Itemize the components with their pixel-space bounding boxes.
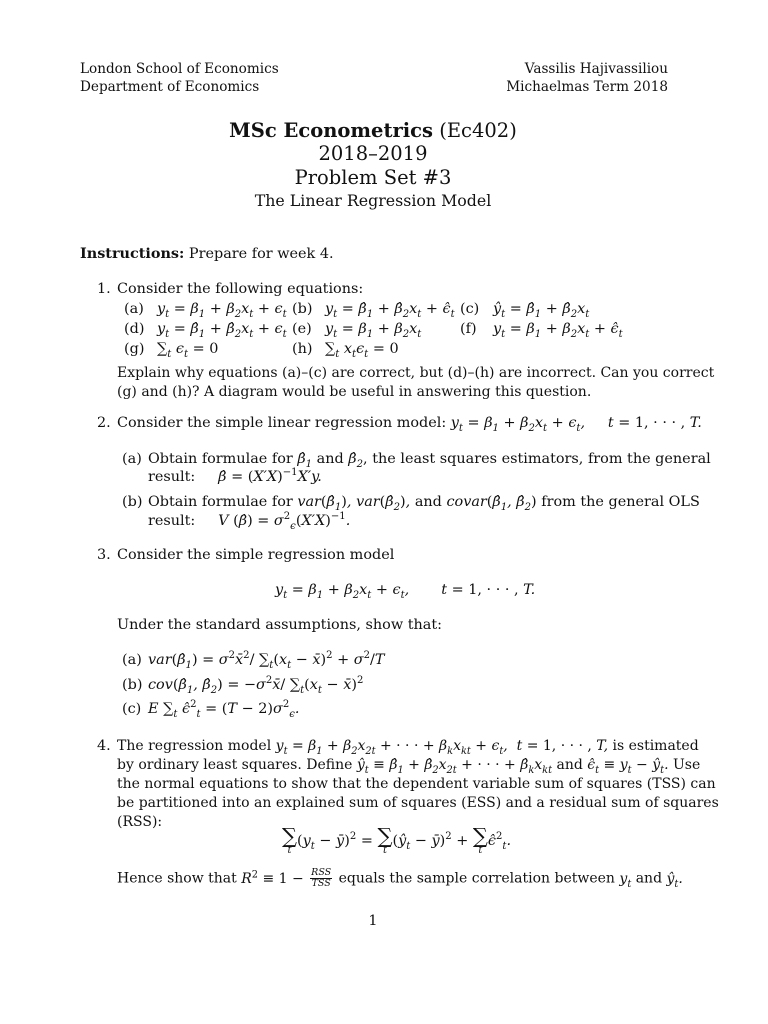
q4-decomposition: ∑ t ($y_t$ − ȳ)$^2$ = ∑ t ($ŷ_t$ − ȳ)$^2$ + ∑ t ϵ̂$^2_t$.: [282, 824, 512, 856]
q3-a-formula: $var(\betâ_1)$ = $\sigma^2x̄^2/$ $\sum_t(x_t$ − x̄)$^2$ + $\sigma^2/T$: [148, 650, 385, 671]
equation-b: $y_t$ = $\betâ_1$ + $\betâ_2x_t$ + $\epsilon̂_t$: [325, 301, 455, 320]
eq-label-a: (a): [124, 301, 144, 317]
eq-label-e: (e): [292, 321, 312, 337]
q4-line1-b: is estimated: [612, 738, 699, 754]
topic-title: The Linear Regression Model: [254, 191, 492, 210]
equation-d: $y_t$ = $\betâ_1$ + $\betâ_2x_t + \epsilon_t$: [157, 321, 287, 340]
q2-b-line2: [148, 512, 350, 530]
instructions: [80, 245, 334, 263]
question-1-explain-line1: Explain why equations (a)–(c) are correct, but (d)–(h) are incorrect. Can you correct: [117, 365, 715, 381]
r-squared-def: $R^2 \equiv 1$ − $\frac{\text{RSS}}{\text{TSS}}$: [241, 867, 332, 889]
q4-hence-a: Hence show that: [117, 870, 237, 887]
q4-line1-a: The regression model: [117, 738, 272, 754]
q4-model: $y_t = \beta_1 + \beta_2x_{2t}$ + · · · + $\beta_kx_{kt} + \epsilon_t$, t = 1, · · · , T,: [275, 738, 609, 757]
course-title: [0, 119, 746, 143]
course-name: MSc Econometrics: [229, 119, 434, 142]
problem-set-title: Problem Set #3: [294, 166, 452, 189]
variance-formula: V (β̂) = $\sigma^2_\epsilon(X'X)^{-1}$.: [218, 511, 351, 532]
q4-line2-a: by ordinary least squares. Define: [117, 757, 353, 773]
q2-b-text2: and: [414, 494, 442, 510]
equation-f: $y_t = \beta_1 + \beta_2x_t$ + $\epsilon̂_t$: [493, 321, 623, 340]
q4-yhat-def: $ŷ_t$ ≡ $\betâ_1$ + $\betâ_2x_{2t}$ + · · · + $\betâ_kx_{kt}$: [356, 757, 553, 776]
covar-beta: $covar(\betâ_1$, $\betâ_2$): [446, 494, 537, 513]
q4-hence-b: equals the sample correlation between: [338, 870, 615, 887]
q2-a-line1: [148, 450, 711, 468]
equation-e: $y_t = \beta_1 + \beta_2x_t$: [325, 321, 422, 340]
q4-line2-b: and: [556, 757, 583, 773]
question-3-model: $y_t = \beta_1 + \beta_2x_t + \epsilon_t$, t = 1, · · · , T.: [275, 582, 536, 601]
q2-b-label: (b): [122, 494, 143, 510]
instructions-text: Prepare for week 4.: [184, 246, 334, 262]
q2-a-text3: , the least squares estimators, from the general: [363, 451, 711, 467]
q3-b-formula: $cov(\betâ_1$, $\betâ_2$) = $-\sigma^2x̄/$ $\sum_t(x_t$ − x̄)$^2$: [148, 675, 364, 696]
academic-years: 2018–2019: [318, 142, 428, 165]
sum-symbol: ∑ t: [282, 824, 297, 856]
var-beta1: $var(\betâ_1)$, $var(\betâ_2)$,: [297, 494, 411, 513]
sum-symbol: ∑ t: [377, 824, 393, 856]
course-code: (Ec402): [433, 119, 517, 142]
q4-line4: be partitioned into an explained sum of squares (ESS) and a residual sum of squares: [117, 795, 719, 811]
q4-line1: [117, 737, 699, 755]
question-4-number: 4.: [97, 738, 111, 754]
question-1-intro: Consider the following equations:: [117, 281, 364, 297]
equation-a: $y_t = \beta_1 + \beta_2x_t + \epsilon_t$: [157, 301, 287, 320]
q4-hence-c: and: [635, 870, 663, 887]
question-3-number: 3.: [97, 547, 111, 563]
question-1-explain-line2: (g) and (h)? A diagram would be useful in answering this question.: [117, 384, 592, 400]
equation-g: $\sum_t$ $\epsilon_t = 0$: [157, 341, 219, 360]
q3-b-label: (b): [122, 677, 143, 693]
q4-resid-def: $\epsilon̂_t \equiv y_t$ − $ŷ_t$.: [587, 757, 669, 776]
q3-c-label: (c): [122, 701, 142, 717]
beta1-hat: $\betâ_1$: [297, 451, 313, 470]
question-2-intro-text: Consider the simple linear regression model:: [117, 415, 447, 431]
eq-label-g: (g): [124, 341, 145, 357]
header-author: Vassilis Hajivassiliou: [524, 61, 668, 77]
question-2-intro: [117, 414, 702, 432]
q4-line2-c: Use: [672, 757, 701, 773]
question-2-model: $y_t = \beta_1 + \beta_2x_t + \epsilon_t$, t = 1, · · · , T.: [450, 415, 702, 434]
beta2-hat: $\betâ_2$: [348, 451, 364, 470]
question-3-under: Under the standard assumptions, show that:: [117, 617, 442, 633]
instructions-label: Instructions:: [80, 245, 185, 262]
question-3-intro: Consider the simple regression model: [117, 547, 395, 563]
sum-symbol: ∑ t: [472, 824, 488, 856]
q2-a-label: (a): [122, 451, 142, 467]
q2-a-text2: and: [316, 451, 344, 467]
q2-b-text4: result:: [148, 513, 196, 529]
q2-a-line2: [148, 468, 322, 486]
q2-a-text4: result:: [148, 469, 196, 485]
q4-line2: [117, 756, 700, 774]
q4-line3: the normal equations to show that the dependent variable sum of squares (TSS) can: [117, 776, 716, 792]
q2-b-text3: from the general OLS: [541, 494, 700, 510]
q3-a-label: (a): [122, 652, 142, 668]
q2-b-line1: [148, 493, 700, 511]
eq-label-f: (f): [460, 321, 477, 337]
yt-symbol: $y_t$: [619, 870, 632, 890]
q2-b-text1: Obtain formulae for: [148, 494, 293, 510]
q4-hence: [117, 868, 683, 889]
question-2-number: 2.: [97, 415, 111, 431]
eq-label-d: (d): [124, 321, 145, 337]
yhat-symbol: $ŷ_t$.: [666, 870, 683, 890]
header-term: Michaelmas Term 2018: [506, 79, 668, 95]
page-number: 1: [368, 913, 378, 929]
q4-line5: (RSS):: [117, 814, 163, 830]
header-institution: London School of Economics: [80, 61, 279, 77]
eq-label-c: (c): [460, 301, 480, 317]
eq-label-b: (b): [292, 301, 313, 317]
eq-label-h: (h): [292, 341, 313, 357]
equation-h: $\sum_t$ $x_t\epsilon_t = 0$: [325, 341, 399, 360]
equation-c: $ŷ_t$ = $\betâ_1$ + $\betâ_2x_t$: [493, 301, 590, 320]
header-department: Department of Economics: [80, 79, 260, 95]
rss-over-tss: $\frac{\text{RSS}}{\text{TSS}}$: [311, 867, 332, 889]
ols-formula: β̂ = $(X'X)^{-1}X'y$.: [218, 467, 322, 485]
q2-a-text1: Obtain formulae for: [148, 451, 293, 467]
q3-c-formula: E $\sum_t$ ϵ̂$^2_t$ = $(T - 2)\sigma^2_\epsilon$.: [148, 699, 300, 720]
question-1-number: 1.: [97, 281, 111, 297]
